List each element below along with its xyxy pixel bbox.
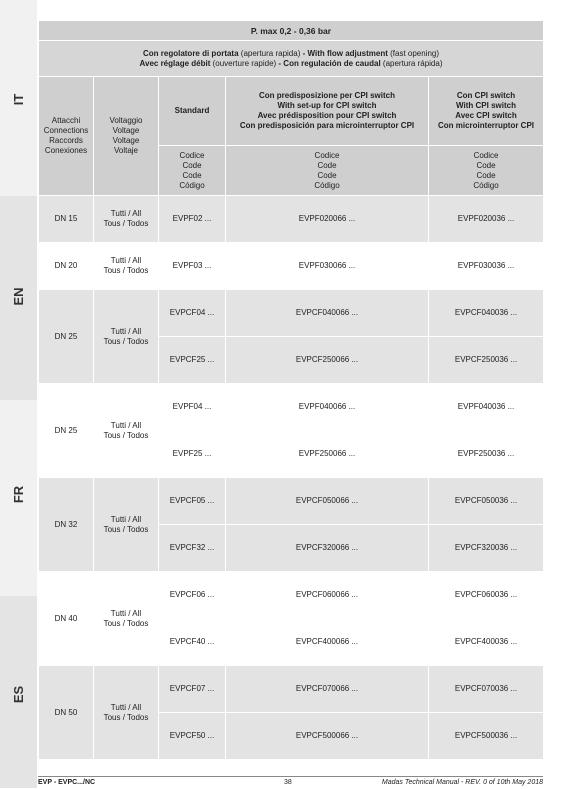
- footer-manual-revision: Madas Technical Manual - REV. 0 of 10th May 2018: [381, 779, 543, 786]
- cpi-setup-code-cell: EVPCF070066 ...: [226, 666, 429, 713]
- language-label-es: ES: [11, 685, 26, 704]
- flow-adjustment-header: [39, 41, 544, 77]
- footer-product-code: EVP - EVPC.../NC: [38, 779, 96, 786]
- cpi-switch-code-cell: EVPCF040036 ...: [429, 290, 544, 337]
- standard-code-cell: EVPCF05 ...: [159, 478, 226, 525]
- cpi-switch-code-cell: EVPCF070036 ...: [429, 666, 544, 713]
- voltage-cell: Tutti / All Tous / Todos: [94, 478, 159, 572]
- table-row: [39, 196, 544, 243]
- language-sidebar: [0, 0, 37, 788]
- cpi-setup-code-cell: EVPCF500066 ...: [226, 713, 429, 760]
- cpi-setup-column-header: Con predisposizione per CPI switch With set-up for CPI switch Avec prédisposition pour CPI switch Con predisposición para microinterruptor CPI: [226, 77, 429, 146]
- flow-header-line-1: Con regolatore di portata (apertura rapida) - With flow adjustment (fast opening): [142, 48, 440, 58]
- table-row: [39, 243, 544, 290]
- standard-code-cell: EVPCF25 ...: [159, 337, 226, 384]
- table-row: [39, 572, 544, 619]
- cpi-setup-code-cell: EVPCF050066 ...: [226, 478, 429, 525]
- cpi-switch-code-cell: EVPCF400036 ...: [429, 619, 544, 666]
- table-row: [39, 478, 544, 525]
- standard-code-cell: EVPCF06 ...: [159, 572, 226, 619]
- voltage-cell: Tutti / All Tous / Todos: [94, 384, 159, 478]
- table-row: [39, 666, 544, 713]
- connection-size-cell: DN 50: [39, 666, 94, 760]
- standard-code-cell: EVPCF40 ...: [159, 619, 226, 666]
- cpi-setup-code-cell: EVPF030066 ...: [226, 243, 429, 290]
- voltage-cell: Tutti / All Tous / Todos: [94, 290, 159, 384]
- standard-column-header: Standard: [159, 77, 226, 146]
- table-row: [39, 290, 544, 337]
- product-codes-table: [38, 20, 544, 760]
- cpi-setup-code-cell: EVPCF400066 ...: [226, 619, 429, 666]
- language-label-it: IT: [11, 93, 26, 106]
- connection-size-cell: DN 20: [39, 243, 94, 290]
- language-label-en: EN: [11, 287, 26, 306]
- cpi-switch-code-cell: EVPCF500036 ...: [429, 713, 544, 760]
- cpi-switch-code-cell: EVPCF050036 ...: [429, 478, 544, 525]
- standard-code-cell: EVPF25 ...: [159, 431, 226, 478]
- voltage-cell: Tutti / All Tous / Todos: [94, 572, 159, 666]
- standard-code-cell: EVPCF04 ...: [159, 290, 226, 337]
- connection-size-cell: DN 15: [39, 196, 94, 243]
- connection-size-cell: DN 32: [39, 478, 94, 572]
- connections-column-header: Attacchi Connections Raccords Conexiones: [39, 77, 94, 196]
- pressure-header: P. max 0,2 - 0,36 bar: [39, 21, 544, 41]
- voltage-cell: Tutti / All Tous / Todos: [94, 243, 159, 290]
- cpi-setup-code-cell: EVPF020066 ...: [226, 196, 429, 243]
- voltage-cell: Tutti / All Tous / Todos: [94, 666, 159, 760]
- connection-size-cell: DN 40: [39, 572, 94, 666]
- page-footer: [38, 776, 543, 789]
- footer-page-number: 38: [284, 779, 292, 786]
- cpi-switch-code-cell: EVPCF060036 ...: [429, 572, 544, 619]
- code-label-standard: Codice Code Code Código: [159, 146, 226, 196]
- cpi-switch-code-cell: EVPF250036 ...: [429, 431, 544, 478]
- cpi-setup-code-cell: EVPCF320066 ...: [226, 525, 429, 572]
- cpi-setup-code-cell: EVPF250066 ...: [226, 431, 429, 478]
- voltage-cell: Tutti / All Tous / Todos: [94, 196, 159, 243]
- standard-code-cell: EVPCF32 ...: [159, 525, 226, 572]
- code-label-cpi-setup: Codice Code Code Código: [226, 146, 429, 196]
- language-label-fr: FR: [11, 485, 26, 504]
- cpi-switch-code-cell: EVPF020036 ...: [429, 196, 544, 243]
- cpi-switch-code-cell: EVPF040036 ...: [429, 384, 544, 431]
- cpi-switch-code-cell: EVPCF320036 ...: [429, 525, 544, 572]
- connection-size-cell: DN 25: [39, 384, 94, 478]
- cpi-switch-code-cell: EVPF030036 ...: [429, 243, 544, 290]
- standard-code-cell: EVPF03 ...: [159, 243, 226, 290]
- voltage-column-header: Voltaggio Voltage Voltage Voltaje: [94, 77, 159, 196]
- standard-code-cell: EVPCF50 ...: [159, 713, 226, 760]
- connection-size-cell: DN 25: [39, 290, 94, 384]
- cpi-setup-code-cell: EVPCF040066 ...: [226, 290, 429, 337]
- cpi-switch-column-header: Con CPI switch With CPI switch Avec CPI switch Con microinterruptor CPI: [429, 77, 544, 146]
- cpi-setup-code-cell: EVPF040066 ...: [226, 384, 429, 431]
- standard-code-cell: EVPF04 ...: [159, 384, 226, 431]
- cpi-setup-code-cell: EVPCF060066 ...: [226, 572, 429, 619]
- flow-header-line-2: Avec réglage débit (ouverture rapide) - Con regulación de caudal (apertura rápida): [139, 58, 443, 68]
- standard-code-cell: EVPCF07 ...: [159, 666, 226, 713]
- cpi-switch-code-cell: EVPCF250036 ...: [429, 337, 544, 384]
- table-row: [39, 384, 544, 431]
- code-label-cpi-switch: Codice Code Code Código: [429, 146, 544, 196]
- cpi-setup-code-cell: EVPCF250066 ...: [226, 337, 429, 384]
- standard-code-cell: EVPF02 ...: [159, 196, 226, 243]
